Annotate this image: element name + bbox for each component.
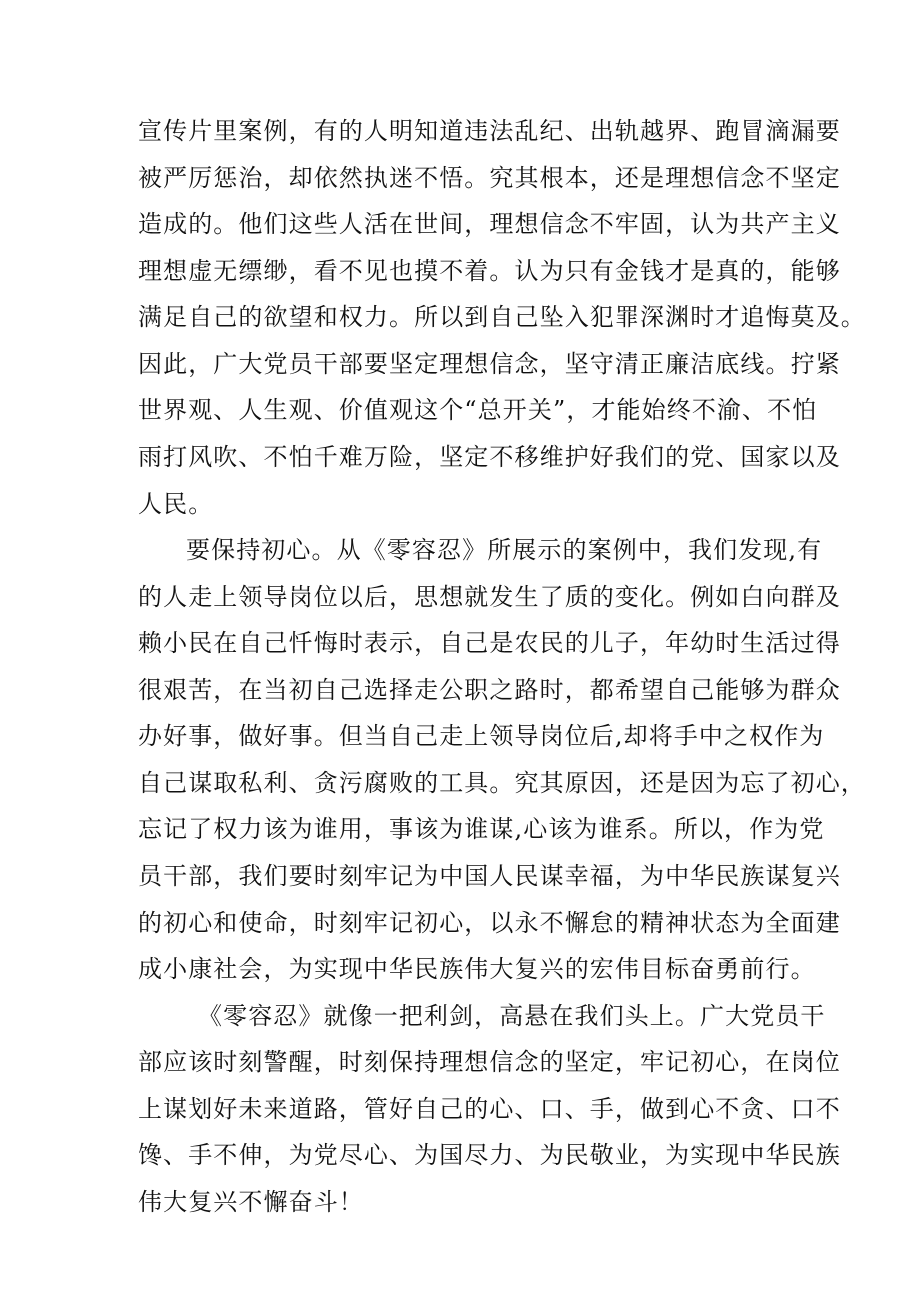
- text-line: 成小康社会，为实现中华民族伟大复兴的宏伟目标奋勇前行。: [138, 955, 816, 983]
- text-line: 因此，广大党员干部要坚定理想信念，坚守清正廉洁底线。拧紧: [138, 350, 841, 378]
- text-line: 员干部，我们要时刻牢记为中国人民谋幸福，为中华民族谋复兴: [138, 862, 841, 890]
- text-line: 世界观、人生观、价值观这个“总开关”，才能始终不渝、不怕: [138, 396, 818, 424]
- text-line: 人民。: [138, 490, 214, 518]
- text-line: 满足自己的欲望和权力。所以到自己坠入犯罪深渊时才追悔莫及。: [138, 303, 866, 331]
- text-line: 雨打风吹、不怕千难万险，坚定不移维护好我们的党、国家以及: [138, 443, 841, 471]
- text-line: 赖小民在自己忏悔时表示，自己是农民的儿子，年幼时生活过得: [138, 629, 841, 657]
- text-line: 的初心和使命，时刻牢记初心，以永不懈怠的精神状态为全面建: [138, 909, 841, 937]
- text-line: 自己谋取私利、贪污腐败的工具。究其原因，还是因为忘了初心，: [138, 769, 866, 797]
- text-line: 伟大复兴不懈奋斗！: [138, 1188, 364, 1216]
- text-line: 《零容忍》就像一把利剑，高悬在我们头上。广大党员干: [198, 1002, 826, 1030]
- text-line: 的人走上领导岗位以后，思想就发生了质的变化。例如白向群及: [138, 583, 841, 611]
- text-line: 造成的。他们这些人活在世间，理想信念不牢固，认为共产主义: [138, 210, 841, 238]
- text-line: 上谋划好未来道路，管好自己的心、口、手，做到心不贪、口不: [138, 1095, 841, 1123]
- text-line: 部应该时刻警醒，时刻保持理想信念的坚定，牢记初心，在岗位: [138, 1048, 841, 1076]
- text-line: 宣传片里案例，有的人明知道违法乱纪、出轨越界、跑冒滴漏要: [138, 117, 841, 145]
- text-line: 要保持初心。从《零容忍》所展示的案例中，我们发现,有: [186, 536, 823, 564]
- text-line: 忘记了权力该为谁用，事该为谁谋,心该为谁系。所以，作为党: [138, 815, 825, 843]
- text-line: 很艰苦，在当初自己选择走公职之路时，都希望自己能够为群众: [138, 676, 841, 704]
- text-line: 被严厉惩治，却依然执迷不悟。究其根本，还是理想信念不坚定: [138, 164, 841, 192]
- text-line: 理想虚无缥缈，看不见也摸不着。认为只有金钱才是真的，能够: [138, 257, 841, 285]
- text-line: 办好事，做好事。但当自己走上领导岗位后,却将手中之权作为: [138, 722, 825, 750]
- text-line: 馋、手不伸，为党尽心、为国尽力、为民敬业，为实现中华民族: [138, 1141, 841, 1169]
